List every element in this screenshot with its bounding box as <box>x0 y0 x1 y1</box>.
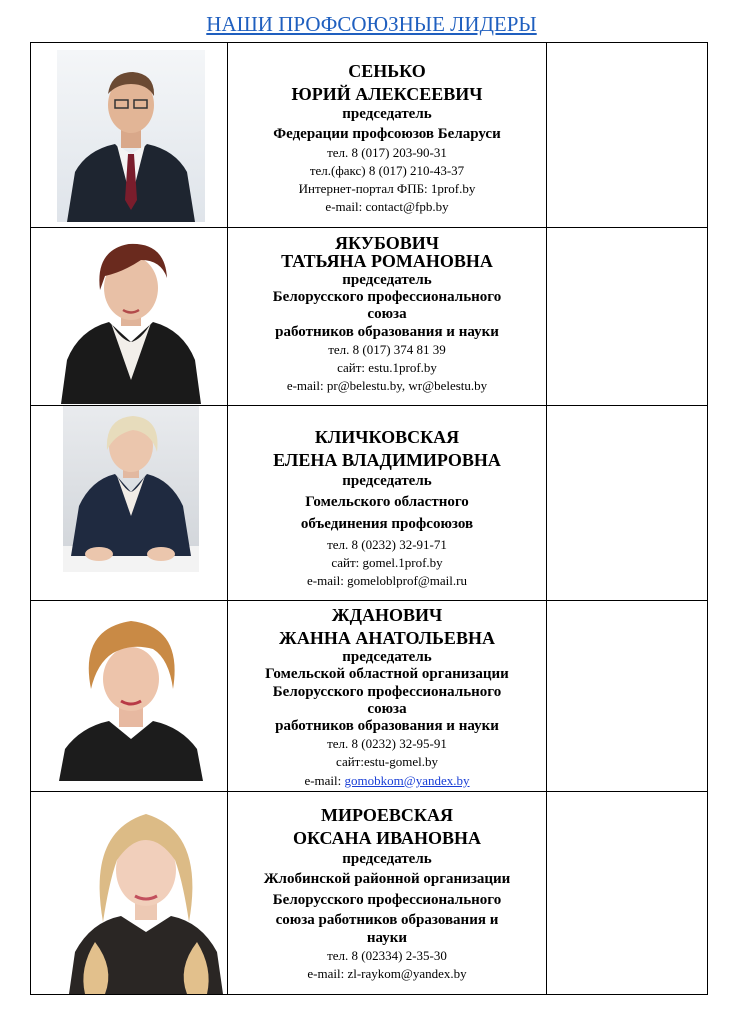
leader-surname: СЕНЬКО <box>348 61 426 81</box>
table-row <box>31 792 708 995</box>
table-row <box>31 228 708 406</box>
leader-org-line: союза <box>367 700 407 717</box>
empty-cell <box>547 406 708 601</box>
leader-phone: тел. 8 (0232) 32-95-91 <box>327 736 447 752</box>
leader-surname: МИРОЕВСКАЯ <box>321 805 453 825</box>
empty-cell <box>547 601 708 792</box>
leader-email: e-mail: contact@fpb.by <box>325 199 449 215</box>
leader-phone: тел. 8 (017) 203-90-31 <box>327 144 447 160</box>
leader-org-line: Белорусского профессионального <box>272 683 502 700</box>
portrait-photo-miroevskaya <box>65 792 227 994</box>
table-row <box>31 601 708 792</box>
photo-cell <box>31 228 228 406</box>
leader-given-name: ТАТЬЯНА РОМАНОВНА <box>281 251 493 271</box>
empty-cell <box>547 792 708 995</box>
leader-org-line: Гомельского областного <box>305 494 469 510</box>
leader-email <box>228 772 546 790</box>
leader-role: председатель <box>342 271 432 288</box>
leader-org-line: работников образования и науки <box>275 718 499 734</box>
leader-given-name: ЮРИЙ АЛЕКСЕЕВИЧ <box>291 83 483 104</box>
portrait-photo-klichkovskaya <box>63 406 199 572</box>
page-title: НАШИ ПРОФСОЮЗНЫЕ ЛИДЕРЫ <box>206 12 537 36</box>
leader-info <box>228 792 547 995</box>
leader-email: e-mail: gomeloblprof@mail.ru <box>307 572 467 588</box>
leader-info <box>228 406 547 601</box>
empty-cell <box>547 228 708 406</box>
leaders-table <box>30 42 708 995</box>
leader-org-line: Гомельской областной организации <box>265 666 509 683</box>
leader-org-line: союза работников образования и <box>275 911 499 928</box>
leader-role: председатель <box>342 106 432 122</box>
leader-website: сайт: estu.1prof.by <box>337 359 437 375</box>
leader-phone: тел. 8 (0232) 32-91-71 <box>327 536 447 552</box>
leader-given-name: ЕЛЕНА ВЛАДИМИРОВНА <box>273 449 501 470</box>
leader-website: сайт:estu-gomel.by <box>336 754 438 770</box>
portrait-photo-zhdanovich <box>57 609 205 781</box>
leader-org-line: объединения профсоюзов <box>300 515 474 532</box>
leader-org-line: Федерации профсоюзов Беларуси <box>273 125 501 142</box>
leader-org-line: Белорусского профессионального <box>272 891 502 908</box>
leader-info <box>228 228 547 406</box>
leader-website: Интернет-портал ФПБ: 1prof.by <box>298 180 476 196</box>
leader-org-line: Жлобинской районной организации <box>263 871 511 888</box>
leader-website: сайт: gomel.1prof.by <box>331 554 443 570</box>
leader-role: председатель <box>342 851 432 867</box>
table-row <box>31 43 708 228</box>
leader-info <box>228 43 547 228</box>
leader-phone: тел. 8 (017) 374 81 39 <box>328 341 446 357</box>
email-label: e-mail: <box>304 772 345 788</box>
leader-fax: тел.(факс) 8 (017) 210-43-37 <box>309 162 465 178</box>
email-link[interactable]: gomobkom@yandex.by <box>344 772 470 788</box>
portrait-photo-senko <box>57 50 205 222</box>
leader-role: председатель <box>342 473 432 489</box>
empty-cell <box>547 43 708 228</box>
photo-cell <box>31 601 228 792</box>
leader-role: председатель <box>342 649 432 665</box>
leader-email: e-mail: pr@belestu.by, wr@belestu.by <box>286 378 488 394</box>
leader-surname: ЯКУБОВИЧ <box>335 233 439 253</box>
leader-surname: КЛИЧКОВСКАЯ <box>314 427 460 447</box>
leader-org-line: союза <box>367 306 407 323</box>
photo-cell <box>31 792 228 995</box>
leader-org-line: работников образования и науки <box>275 323 499 340</box>
leader-phone: тел. 8 (02334) 2-35-30 <box>327 947 447 963</box>
portrait-photo-yakubovich <box>57 230 205 404</box>
leader-org-line: Белорусского профессионального <box>272 289 502 306</box>
photo-cell <box>31 43 228 228</box>
leader-surname: ЖДАНОВИЧ <box>331 605 443 625</box>
leader-org-line: науки <box>366 930 408 946</box>
leader-given-name: ОКСАНА ИВАНОВНА <box>292 827 482 848</box>
leader-info <box>228 601 547 792</box>
leader-email: e-mail: zl-raykom@yandex.by <box>307 965 467 981</box>
table-row <box>31 406 708 601</box>
photo-cell <box>31 406 228 601</box>
leader-given-name: ЖАННА АНАТОЛЬЕВНА <box>279 627 495 648</box>
